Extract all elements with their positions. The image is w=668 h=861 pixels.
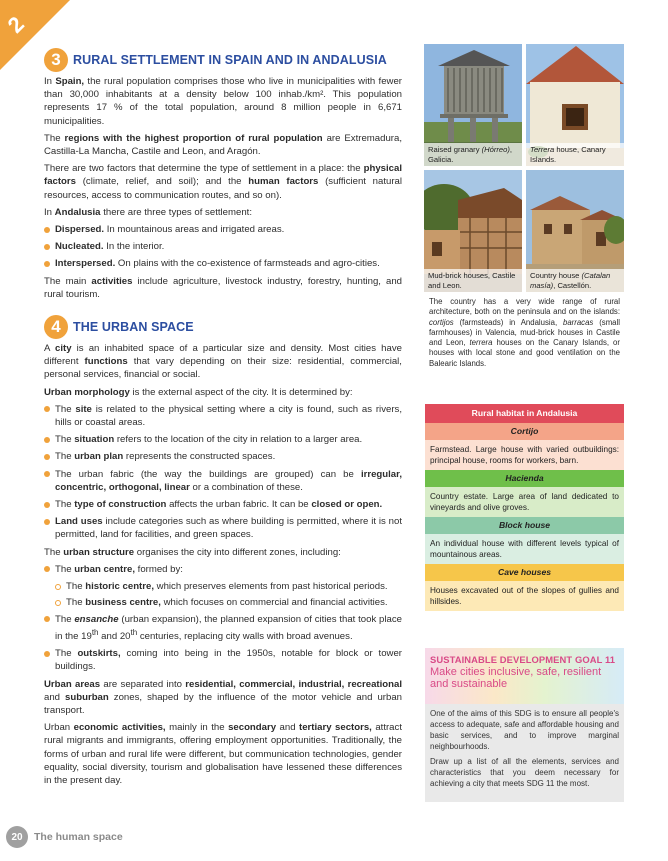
urban-paragraph-2: Urban morphology is the external aspect of the city. It is determined by: <box>44 386 353 398</box>
habitat-type-cave-houses: Cave houses <box>425 564 624 581</box>
photo-description: The country has a very wide range of rural architecture, both on the peninsula and on the islands: cortijos (farmsteads) in Andalusia, barracas (small farmhouses) in Valencia, mud-brick houses in Castile and Leon, terrera houses on the Canary Islands, or houses with local stone and good ventilation on the Balearic Islands. <box>429 297 620 368</box>
list-item: Dispersed. In mountainous areas and irrigated areas. <box>44 223 402 236</box>
rural-paragraph-5: The main activities include agriculture, livestock industry, forestry, hunting, and rural tourism. <box>44 275 402 300</box>
settlement-types-list <box>44 223 402 271</box>
photo-caption: Terrera house, Canary Islands. <box>526 143 624 166</box>
photo-horreo <box>424 44 522 166</box>
rural-paragraph-4: In Andalusia there are three types of settlement: <box>44 206 252 218</box>
page-footer <box>6 826 123 848</box>
photo-caption: Country house (Catalan masía), Castellón. <box>526 269 624 292</box>
photo-caption: Mud-brick houses, Castile and Leon. <box>424 269 522 292</box>
photo-caption: Raised granary (Hórreo), Galicia. <box>424 143 522 166</box>
section-3-heading <box>44 48 402 72</box>
habitat-type-cortijo: Cortijo <box>425 423 624 440</box>
habitat-desc-block-house: An individual house with different levels typical of mountainous areas. <box>425 534 624 564</box>
photo-terrera <box>526 44 624 166</box>
photo-masia <box>526 170 624 292</box>
urban-paragraph-4: Urban areas are separated into residential, commercial, industrial, recreational and suburban zones, shaped by the influence of the motor vehicle and urban transport. <box>44 678 402 716</box>
urban-paragraph-5: Urban economic activities, mainly in the secondary and tertiary sectors, attract rural migrants and immigrants, offering employment opportunities. Traditionally, the forms of urban and rural life were different, but communication technologies, gender equality, social diversity, tourism and globalisation have lessened these differences in the present day. <box>44 722 402 786</box>
habitat-type-hacienda: Hacienda <box>425 470 624 487</box>
list-item: The situation refers to the location of the city in relation to a larger area. <box>44 433 402 446</box>
morphology-list <box>44 403 402 542</box>
list-item: The urban centre, formed by: <box>44 563 402 576</box>
main-column <box>44 48 402 791</box>
sub-list-item: The historic centre, which preserves elements from past historical periods. <box>44 580 402 593</box>
unit-number: 2 <box>2 11 29 38</box>
rural-paragraph-2: The regions with the highest proportion of rural population are Extremadura, Castilla-La Mancha, Castile and Leon, and Aragón. <box>44 132 402 158</box>
book-section-title: The human space <box>34 831 123 843</box>
sdg-paragraph-1: One of the aims of this SDG is to ensure all people's access to adequate, safe and affordable housing and basic services, and to improve marginal neighbourhoods. <box>430 709 619 751</box>
sdg-title: Make cities inclusive, safe, resilient and sustainable <box>430 666 602 690</box>
list-item: Land uses include categories such as where building is permitted, where it is not permitted, land for facilities, and green spaces. <box>44 515 402 541</box>
rural-paragraph-1: In Spain, the rural population comprises those who live in municipalities with fewer than 30,000 inhabitants at a density below 100 inhab./km². This population represents 17 % of the total population, around 8 million people in 6,671 municipalities. <box>44 76 402 127</box>
habitat-type-block-house: Block house <box>425 517 624 534</box>
sdg-body <box>425 704 624 797</box>
list-item: Nucleated. In the interior. <box>44 240 402 253</box>
sub-list-item: The business centre, which focuses on commercial and financial activities. <box>44 596 402 609</box>
sdg-header <box>425 648 624 704</box>
list-item: Interspersed. On plains with the co-existence of farmsteads and agro-cities. <box>44 257 402 270</box>
habitat-desc-cave-houses: Houses excavated out of the slopes of gullies and hillsides. <box>425 581 624 611</box>
section-3-number: 3 <box>44 48 68 72</box>
list-item: The urban fabric (the way the buildings are grouped) can be irregular, concentric, orthogonal, linear or a combination of these. <box>44 468 402 494</box>
habitat-desc-hacienda: Country estate. Large area of land dedicated to vineyards and olive groves. <box>425 487 624 517</box>
rural-habitat-table <box>425 404 624 611</box>
sdg-box <box>425 648 624 802</box>
list-item: The type of construction affects the urban fabric. It can be closed or open. <box>44 498 402 511</box>
photo-mud-brick <box>424 170 522 292</box>
urban-paragraph-3: The urban structure organises the city into different zones, including: <box>44 546 341 558</box>
section-4-heading <box>44 315 402 339</box>
structure-list <box>44 563 402 674</box>
section-3-title: RURAL SETTLEMENT IN SPAIN AND IN ANDALUSIA <box>73 53 387 67</box>
section-4-title: THE URBAN SPACE <box>73 320 194 335</box>
rural-architecture-photos <box>424 44 624 292</box>
list-item: The urban plan represents the constructed spaces. <box>44 450 402 463</box>
habitat-desc-cortijo: Farmstead. Large house with varied outbuildings: principal house, rooms for workers, barn. <box>425 440 624 470</box>
list-item: The outskirts, coming into being in the 1950s, notable for block or tower buildings. <box>44 647 402 673</box>
habitat-table-title: Rural habitat in Andalusia <box>425 404 624 423</box>
list-item: The ensanche (urban expansion), the planned expansion of cities that took place in the 19th and 20th centuries, replacing city walls with broad avenues. <box>44 613 402 644</box>
rural-paragraph-3: There are two factors that determine the type of settlement in a place: the physical factors (climate, relief, and soil); and the human factors (sufficient natural resources, access to communication routes, and so on). <box>44 163 402 201</box>
sdg-kicker: SUSTAINABLE DEVELOPMENT GOAL 11 <box>430 654 616 665</box>
page-number: 20 <box>6 826 28 848</box>
section-4-number: 4 <box>44 315 68 339</box>
list-item: The site is related to the physical setting where a city is found, such as rivers, hills or coastal areas. <box>44 403 402 429</box>
urban-paragraph-1: A city is an inhabited space of a particular size and density. Most cities have different functions that vary depending on their size: residential, commercial, personal services, financial or social. <box>44 343 402 381</box>
sdg-paragraph-2: Draw up a list of all the elements, services and characteristics that you deem necessary for achieving a city that meets SDG 11 the most. <box>430 757 619 788</box>
